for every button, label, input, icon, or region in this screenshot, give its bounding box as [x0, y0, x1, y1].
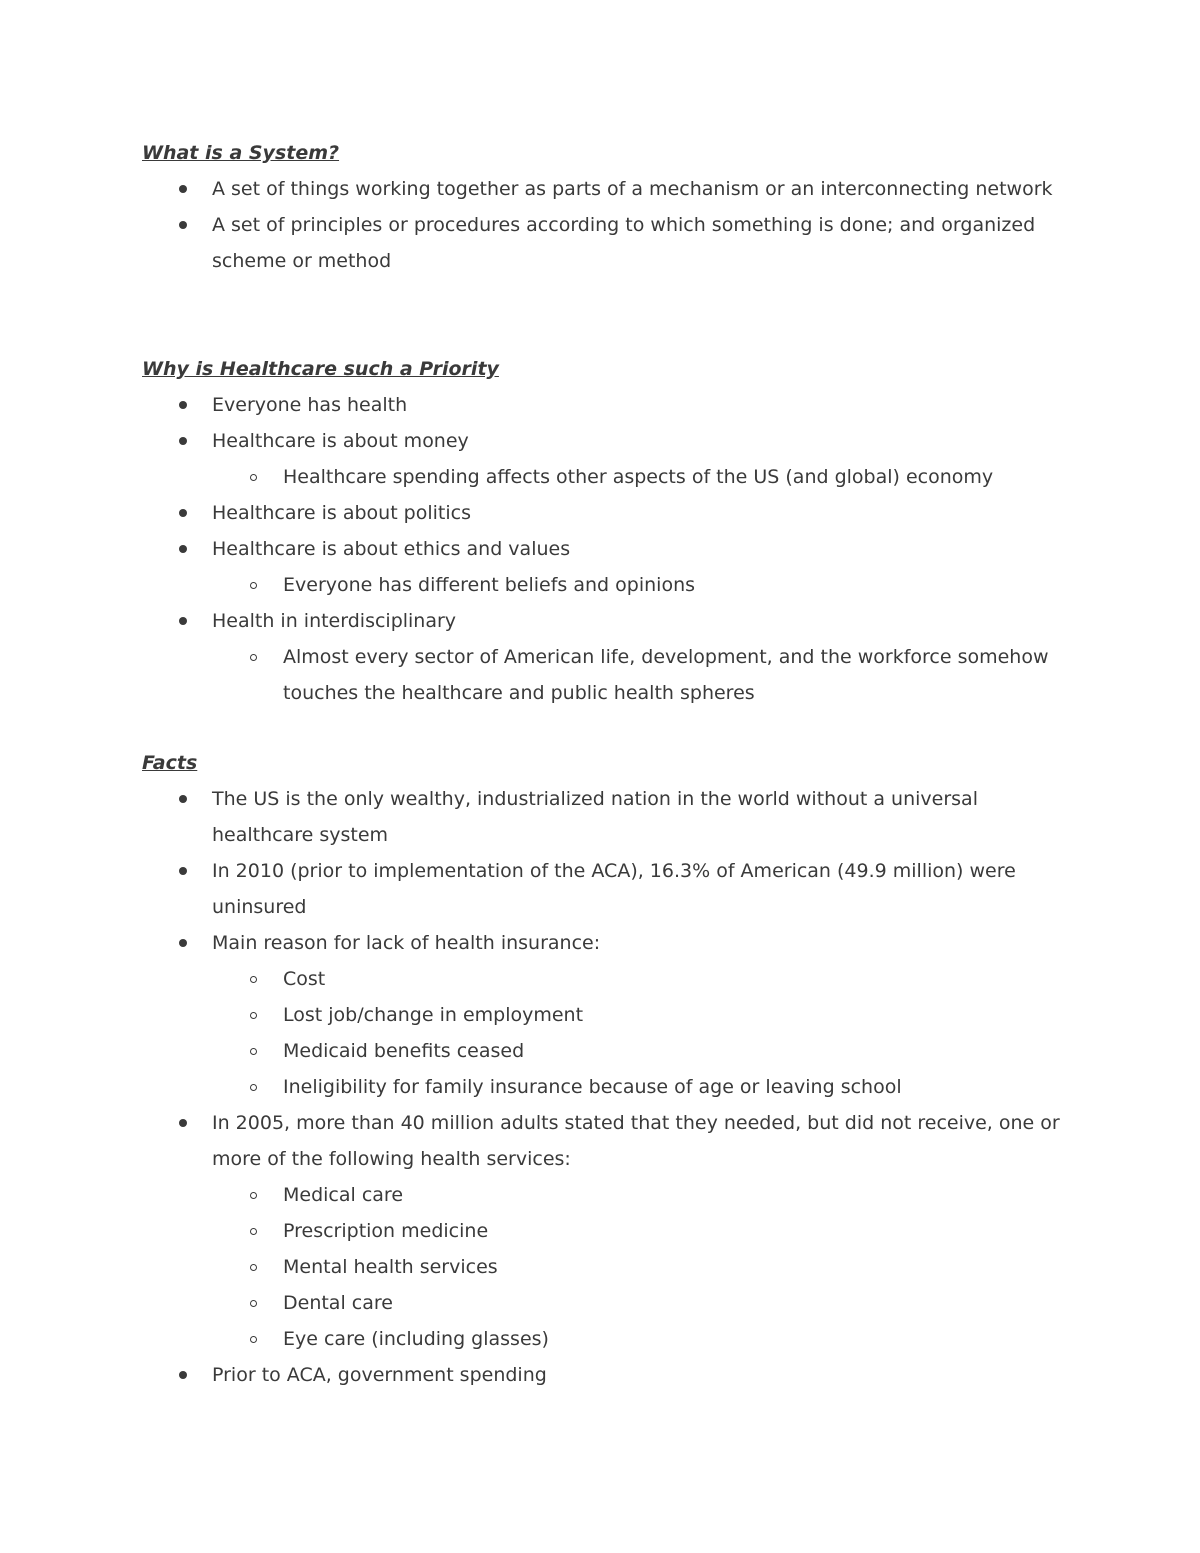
- hollow-bullet-icon: [250, 1084, 257, 1091]
- bullet-icon: [179, 545, 187, 553]
- sub-list-item: [142, 997, 1072, 1033]
- sub-list-item: [142, 1321, 1072, 1357]
- bullet-icon: [179, 221, 187, 229]
- bullet-icon: [179, 1119, 187, 1127]
- sub-list-item-text: Everyone has different beliefs and opinions: [283, 574, 696, 596]
- sub-list-item: [142, 1033, 1072, 1069]
- section-why-healthcare-priority: [142, 351, 1072, 711]
- list-item-text: A set of principles or procedures according to which something is done; and organized scheme or method: [212, 214, 1036, 272]
- hollow-bullet-icon: [250, 1192, 257, 1199]
- section-heading: Why is Healthcare such a Priority: [142, 358, 499, 380]
- sub-list-item-text: Prescription medicine: [283, 1220, 489, 1242]
- sub-list-item-text: Dental care: [283, 1292, 393, 1314]
- bullet-icon: [179, 401, 187, 409]
- bullet-icon: [179, 617, 187, 625]
- hollow-bullet-icon: [250, 1048, 257, 1055]
- hollow-bullet-icon: [250, 1336, 257, 1343]
- list-item: [142, 925, 1072, 961]
- bullet-list: [142, 1357, 1072, 1393]
- bullet-icon: [179, 509, 187, 517]
- sub-list-item: [142, 1249, 1072, 1285]
- sub-list-item-text: Medicaid benefits ceased: [283, 1040, 525, 1062]
- sub-list-item: [142, 1285, 1072, 1321]
- hollow-bullet-icon: [250, 474, 257, 481]
- section-facts: [142, 745, 1072, 1393]
- hollow-bullet-icon: [250, 582, 257, 589]
- list-item: [142, 781, 1072, 853]
- list-item: [142, 171, 1072, 207]
- list-item-text: Prior to ACA, government spending: [212, 1364, 547, 1386]
- list-item: [142, 423, 1072, 459]
- list-item-text: Main reason for lack of health insurance:: [212, 932, 601, 954]
- list-item-text: Healthcare is about politics: [212, 502, 471, 524]
- list-item: [142, 207, 1072, 279]
- hollow-bullet-icon: [250, 1300, 257, 1307]
- sub-bullet-list: [142, 961, 1072, 1105]
- hollow-bullet-icon: [250, 1012, 257, 1019]
- sub-list-item: [142, 961, 1072, 997]
- bullet-icon: [179, 1371, 187, 1379]
- hollow-bullet-icon: [250, 976, 257, 983]
- list-item-text: Everyone has health: [212, 394, 408, 416]
- bullet-list: [142, 171, 1072, 279]
- sub-bullet-list: [142, 567, 1072, 603]
- bullet-list: [142, 603, 1072, 639]
- sub-bullet-list: [142, 639, 1072, 711]
- hollow-bullet-icon: [250, 1228, 257, 1235]
- bullet-list: [142, 495, 1072, 567]
- sub-list-item-text: Mental health services: [283, 1256, 498, 1278]
- sub-list-item-text: Cost: [283, 968, 326, 990]
- list-item: [142, 531, 1072, 567]
- section-heading: Facts: [142, 752, 198, 774]
- sub-list-item-text: Lost job/change in employment: [283, 1004, 584, 1026]
- list-item-text: Healthcare is about money: [212, 430, 469, 452]
- bullet-icon: [179, 867, 187, 875]
- list-item-text: A set of things working together as parts of a mechanism or an interconnecting network: [212, 178, 1053, 200]
- sub-list-item: [142, 639, 1072, 711]
- sub-list-item-text: Healthcare spending affects other aspects of the US (and global) economy: [283, 466, 994, 488]
- list-item-text: In 2010 (prior to implementation of the ACA), 16.3% of American (49.9 million) were uninsured: [212, 860, 1016, 918]
- hollow-bullet-icon: [250, 654, 257, 661]
- bullet-list: [142, 1105, 1072, 1177]
- bullet-icon: [179, 939, 187, 947]
- list-item: [142, 853, 1072, 925]
- list-item-text: The US is the only wealthy, industrialized nation in the world without a universal healthcare system: [212, 788, 978, 846]
- section-what-is-a-system: [142, 135, 1072, 279]
- list-item: [142, 387, 1072, 423]
- bullet-list: [142, 781, 1072, 961]
- sub-bullet-list: [142, 1177, 1072, 1357]
- list-item: [142, 495, 1072, 531]
- sub-bullet-list: [142, 459, 1072, 495]
- sub-list-item-text: Medical care: [283, 1184, 404, 1206]
- sub-list-item: [142, 567, 1072, 603]
- section-heading: What is a System?: [142, 142, 340, 164]
- sub-list-item-text: Almost every sector of American life, development, and the workforce somehow touches the healthcare and public health spheres: [283, 646, 1049, 704]
- list-item-text: Healthcare is about ethics and values: [212, 538, 571, 560]
- list-item: [142, 1105, 1072, 1177]
- bullet-icon: [179, 437, 187, 445]
- sub-list-item-text: Eye care (including glasses): [283, 1328, 549, 1350]
- bullet-icon: [179, 185, 187, 193]
- list-item-text: Health in interdisciplinary: [212, 610, 457, 632]
- list-item: [142, 1357, 1072, 1393]
- sub-list-item: [142, 1177, 1072, 1213]
- sub-list-item: [142, 1213, 1072, 1249]
- sub-list-item-text: Ineligibility for family insurance because of age or leaving school: [283, 1076, 902, 1098]
- sub-list-item: [142, 459, 1072, 495]
- list-item: [142, 603, 1072, 639]
- sub-list-item: [142, 1069, 1072, 1105]
- hollow-bullet-icon: [250, 1264, 257, 1271]
- bullet-list: [142, 387, 1072, 459]
- list-item-text: In 2005, more than 40 million adults stated that they needed, but did not receive, one or more of the following health services:: [212, 1112, 1060, 1170]
- bullet-icon: [179, 795, 187, 803]
